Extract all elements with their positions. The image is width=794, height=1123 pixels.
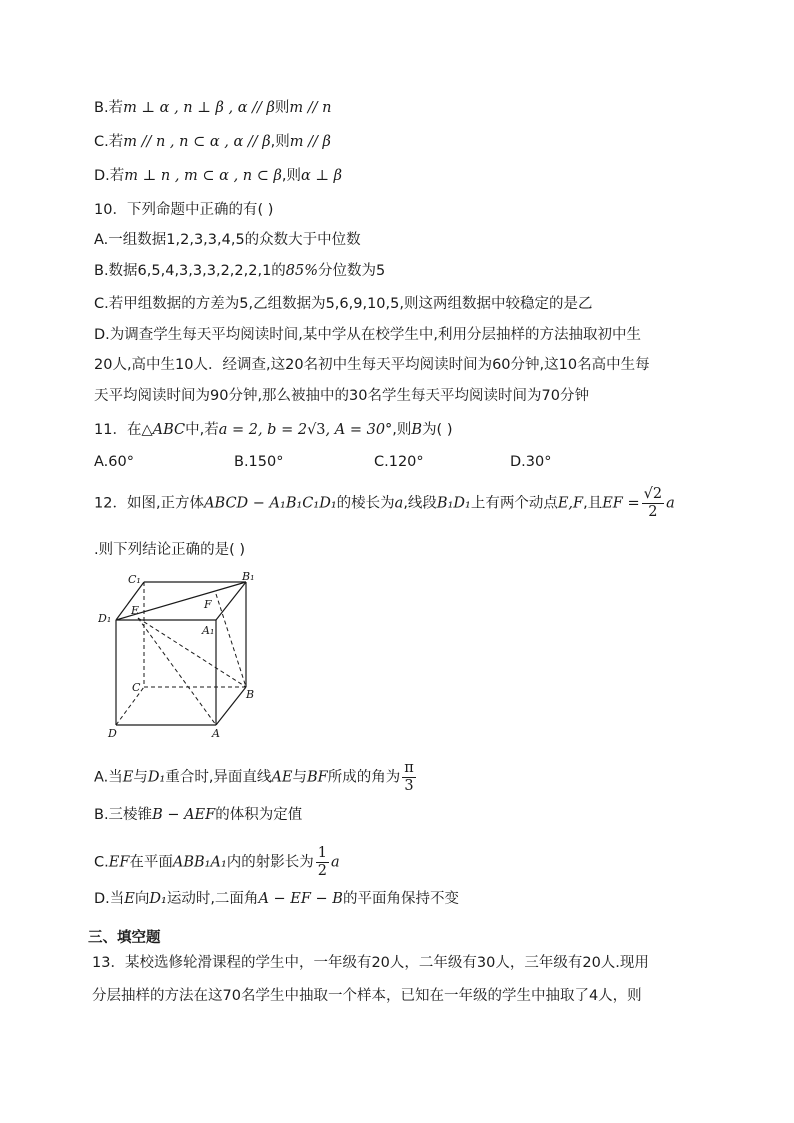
q9-option-b — [94, 98, 331, 118]
q12-stem-line2: .则下列结论正确的是( ) — [94, 542, 246, 558]
label-a1: A₁ — [202, 624, 215, 637]
q9-d-label: D.若 — [94, 168, 125, 184]
q12-a-bf: BF — [307, 769, 328, 786]
q12-seg: B₁D₁ — [436, 495, 471, 512]
q10-option-d-line2: 20人,高中生10人．经调查,这20名初中生每天平均阅读时间为60分钟,这10名高中生每 — [94, 357, 650, 373]
q9-b-math: m ⊥ α , n ⊥ β , α // β — [123, 100, 275, 116]
label-f: F — [204, 598, 212, 611]
q11-triangle: △ABC — [141, 422, 186, 438]
q12-mid4: ,且 — [583, 495, 603, 512]
label-e: E — [131, 604, 140, 617]
q12-a-and: 与 — [292, 769, 307, 786]
q9-b-tail: m // n — [289, 100, 332, 116]
q12-a-post: 所成的角为 — [327, 769, 401, 786]
segment-e-b — [138, 618, 246, 687]
q10-option-c: C.若甲组数据的方差为5,乙组数据为5,6,9,10,5,则这两组数据中较稳定的是乙 — [94, 296, 593, 312]
q12-a-mid: 重合时,异面直线 — [165, 769, 272, 786]
q12-c-post: 内的射影长为 — [226, 854, 314, 871]
q12-c-plane: ABB₁A₁ — [172, 854, 227, 871]
q12-c-frac-den: 2 — [317, 863, 328, 879]
q12-a-pre: A.当 — [94, 769, 123, 786]
q11-option-d: D.30° — [510, 454, 552, 470]
q12-frac-num: √2 — [643, 486, 663, 502]
q12-c-fraction — [316, 845, 329, 880]
q12-mid1: 的棱长为 — [336, 495, 395, 512]
cube-figure — [98, 570, 278, 740]
label-b1: B₁ — [242, 570, 255, 583]
q11-var: B — [411, 422, 423, 438]
q12-mid3: 上有两个动点 — [470, 495, 558, 512]
q12-tail: a — [666, 495, 675, 512]
q9-b-label: B.若 — [94, 100, 124, 116]
label-c: C — [132, 681, 141, 694]
q12-option-c — [94, 845, 340, 880]
q12-a-fraction — [402, 760, 416, 795]
section-title: 三、填空题 — [88, 930, 161, 946]
q12-a-with: 与 — [133, 769, 148, 786]
label-c1: C₁ — [128, 573, 141, 586]
q11-option-a: A.60° — [94, 454, 134, 470]
edge-d1-c1 — [116, 582, 144, 620]
q9-c-tail: m // β — [289, 134, 331, 150]
q9-d-mid: ,则 — [281, 168, 301, 184]
q11-options — [94, 452, 614, 472]
q12-d-e: E — [124, 891, 135, 907]
q13-line1: 13．某校选修轮滑课程的学生中，一年级有20人，二年级有30人，三年级有20人.现用 — [92, 955, 649, 971]
q12-var-a: a — [394, 495, 404, 512]
edge-a-b — [216, 687, 246, 725]
q12-option-d — [94, 889, 459, 909]
q10-stem: 10．下列命题中正确的有( ) — [94, 202, 274, 218]
q12-c-pre: C. — [94, 854, 109, 871]
q12-b-pre: B.三棱锥 — [94, 807, 153, 823]
q10-option-a: A.一组数据1,2,3,3,4,5的众数大于中位数 — [94, 232, 361, 248]
q11-option-b: B.150° — [234, 454, 284, 470]
q9-c-label: C.若 — [94, 134, 124, 150]
q10-b-math: 85% — [285, 263, 319, 279]
q12-a-d1: D₁ — [147, 769, 166, 786]
q12-d-to: 向 — [134, 891, 150, 907]
q11-cond-a: a = 2, b = 2 — [218, 422, 308, 438]
q12-ef: EF = — [602, 495, 640, 512]
q10-option-d-line1: D.为调查学生每天平均阅读时间,某中学从在校学生中,利用分层抽样的方法抽取初中生 — [94, 327, 641, 343]
q10-b-pre: B.数据6,5,4,3,3,3,2,2,2,1的 — [94, 263, 286, 279]
q12-c-mid: 在平面 — [129, 854, 173, 871]
q12-d-post: 的平面角保持不变 — [342, 891, 459, 907]
q11-pre: 11．在 — [94, 422, 142, 438]
q9-c-mid: ,则 — [270, 134, 290, 150]
q12-d-d1: D₁ — [149, 891, 167, 907]
label-d: D — [108, 727, 117, 740]
q12-b-math: B − AEF — [152, 807, 216, 823]
q9-c-math: m // n , n ⊂ α , α // β — [123, 134, 271, 150]
q12-option-b — [94, 805, 302, 825]
q12-frac-den: 2 — [648, 504, 658, 520]
q12-pts: E,F — [557, 495, 584, 512]
label-b: B — [246, 688, 255, 701]
q12-fraction — [642, 486, 664, 521]
q10-option-b — [94, 261, 385, 281]
q12-d-mid: 运动时,二面角 — [166, 891, 259, 907]
q13-line2: 分层抽样的方法在这70名学生中抽取一个样本，已知在一年级的学生中抽取了4人，则 — [92, 988, 642, 1004]
q12-a-frac-den: 3 — [404, 778, 414, 794]
q11-end: 为( ) — [422, 422, 453, 438]
q10-option-d-line3: 天平均阅读时间为90分钟,那么被抽中的30名学生每天平均阅读时间为70分钟 — [94, 388, 589, 404]
q11-cond-b: , A = 30° — [325, 422, 393, 438]
q12-mid2: ,线段 — [403, 495, 437, 512]
segment-f-b — [216, 594, 246, 687]
q12-d-math: A − EF − B — [258, 891, 343, 907]
q11-mid: 中,若 — [185, 422, 219, 438]
edge-a1-b1 — [216, 582, 246, 620]
q11-stem — [94, 420, 453, 440]
q12-d-pre: D.当 — [94, 891, 125, 907]
q12-a-frac-num: π — [404, 760, 414, 776]
q9-option-d — [94, 166, 342, 186]
q12-pre: 12．如图,正方体 — [94, 495, 205, 512]
q12-c-tail: a — [331, 854, 340, 871]
q10-b-post: 分位数为5 — [318, 263, 386, 279]
q11-option-c: C.120° — [374, 454, 424, 470]
q11-post: ,则 — [392, 422, 412, 438]
q9-option-c — [94, 132, 331, 152]
q12-c-frac-num: 1 — [317, 845, 328, 861]
q12-b-post: 的体积为定值 — [215, 807, 303, 823]
label-a: A — [212, 727, 220, 740]
q12-c-ef: EF — [108, 854, 130, 871]
q9-d-tail: α ⊥ β — [301, 168, 343, 184]
q9-d-math: m ⊥ n , m ⊂ α , n ⊂ β — [124, 168, 282, 184]
q12-option-a — [94, 760, 418, 795]
q12-stem — [94, 486, 675, 521]
q9-b-mid: 则 — [274, 100, 290, 116]
label-d1: D₁ — [98, 612, 112, 625]
q12-a-ae: AE — [271, 769, 293, 786]
q11-sqrt3: √3 — [307, 422, 326, 438]
q12-a-e: E — [122, 769, 134, 786]
q12-cube: ABCD − A₁B₁C₁D₁ — [204, 495, 337, 512]
